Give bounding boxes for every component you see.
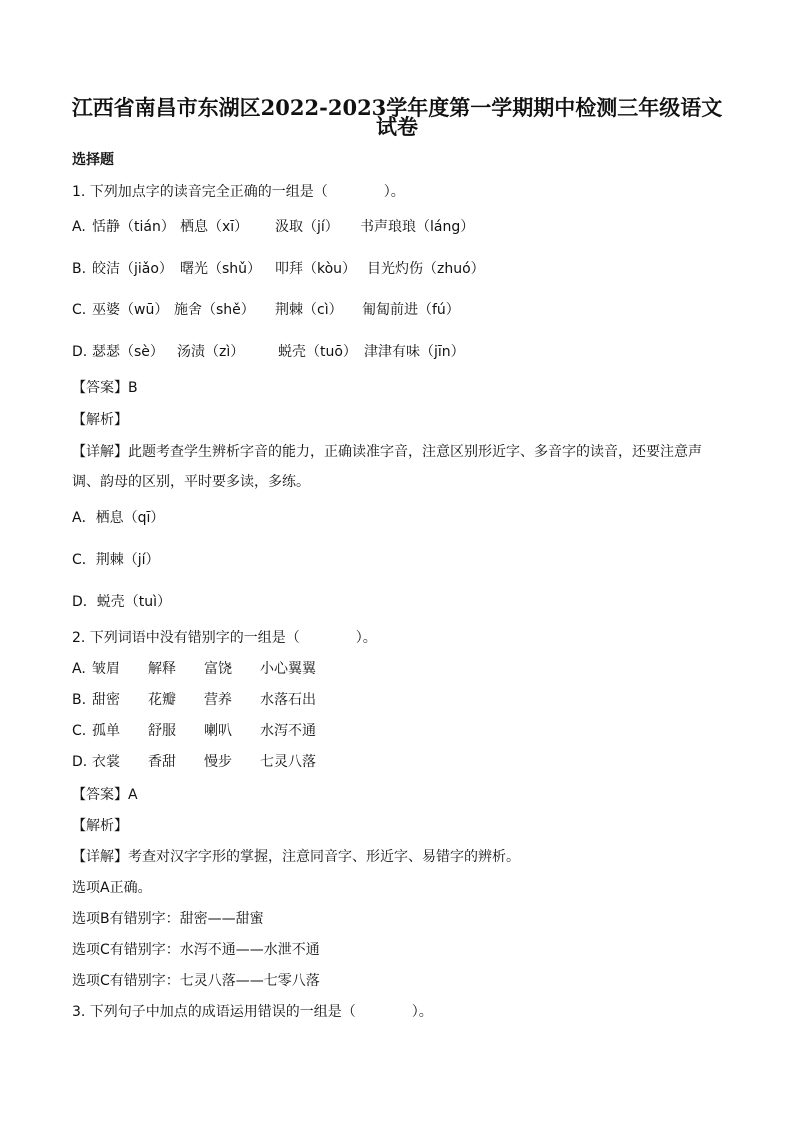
option-item: 富饶 [204, 661, 232, 677]
q2-note-a: 选项A正确。 [72, 880, 152, 896]
option-item: 小心翼翼 [260, 661, 316, 677]
q1-detail-line-2: 调、韵母的区别，平时要多读，多练。 [72, 474, 310, 490]
option-letter: C. [72, 723, 87, 739]
option-item: 解释 [148, 661, 176, 677]
option-letter: C. [72, 302, 87, 318]
q2-note-b: 选项B有错别字：甜密——甜蜜 [72, 911, 264, 927]
q2-answer: 【答案】A [72, 787, 138, 803]
q2-analysis-label: 【解析】 [72, 818, 128, 834]
option-item: 荆棘（cì） [275, 302, 343, 318]
q1-answer: 【答案】B [72, 380, 138, 396]
option-item: 曙光（shǔ） [180, 261, 262, 277]
option-item: 水泻不通 [260, 723, 316, 739]
option-item: 巫婆（wū） [92, 302, 169, 318]
option-item: 匍匐前进（fú） [362, 302, 460, 318]
option-item: 舒服 [148, 723, 176, 739]
option-item: 香甜 [148, 754, 176, 770]
q3-stem: 3. 下列句子中加点的成语运用错误的一组是（ ）。 [72, 1004, 433, 1020]
q2-note-c1: 选项C有错别字：水泻不通——水泄不通 [72, 942, 320, 958]
option-letter: B. [72, 692, 87, 708]
option-item: 皱眉 [92, 661, 120, 677]
q2-note-c2: 选项C有错别字：七灵八落——七零八落 [72, 973, 320, 989]
document-title-line-2: 试卷 [376, 114, 418, 139]
q1-correction-c: C．荆棘（jí） [72, 552, 160, 568]
option-letter: A. [72, 661, 86, 677]
option-item: 恬静（tián） [92, 219, 175, 235]
q1-analysis-label: 【解析】 [72, 412, 128, 428]
option-letter: D. [72, 754, 88, 770]
q2-detail: 【详解】考查对汉字字形的掌握，注意同音字、形近字、易错字的辨析。 [72, 849, 520, 865]
document-title-line-1: 江西省南昌市东湖区2022-2023学年度第一学期期中检测三年级语文 [71, 95, 723, 120]
q1-correction-a: A．栖息（qī） [72, 510, 165, 526]
option-item: 水落石出 [260, 692, 316, 708]
option-item: 叩拜（kòu） [275, 261, 357, 277]
q1-detail-line-1: 【详解】此题考查学生辨析字音的能力，正确读准字音，注意区别形近字、多音字的读音，还要注意声 [72, 444, 702, 460]
q2-stem: 2. 下列词语中没有错别字的一组是（ ）。 [72, 630, 377, 646]
option-item: 喇叭 [204, 723, 232, 739]
option-item: 甜密 [92, 692, 120, 708]
option-item: 蜕壳（tuō） [278, 344, 357, 360]
option-letter: A. [72, 219, 86, 235]
q1-stem: 1. 下列加点字的读音完全正确的一组是（ ）。 [72, 184, 405, 200]
option-item: 衣裳 [92, 754, 120, 770]
option-item: 汲取（jí） [275, 219, 339, 235]
option-letter: B. [72, 261, 87, 277]
option-item: 七灵八落 [260, 754, 316, 770]
option-item: 慢步 [204, 754, 232, 770]
option-item: 书声琅琅（láng） [360, 219, 475, 235]
option-item: 花瓣 [148, 692, 176, 708]
option-item: 施舍（shě） [174, 302, 255, 318]
option-item: 孤单 [92, 723, 120, 739]
option-item: 栖息（xī） [180, 219, 249, 235]
option-item: 皎洁（jiǎo） [92, 261, 173, 277]
option-item: 津津有味（jīn） [364, 344, 465, 360]
option-item: 汤渍（zì） [177, 344, 245, 360]
option-letter: D. [72, 344, 88, 360]
option-item: 营养 [204, 692, 232, 708]
option-item: 目光灼伤（zhuó） [367, 261, 485, 277]
option-item: 瑟瑟（sè） [92, 344, 164, 360]
section-heading: 选择题 [72, 152, 114, 168]
q1-correction-d: D．蜕壳（tuì） [72, 594, 172, 610]
